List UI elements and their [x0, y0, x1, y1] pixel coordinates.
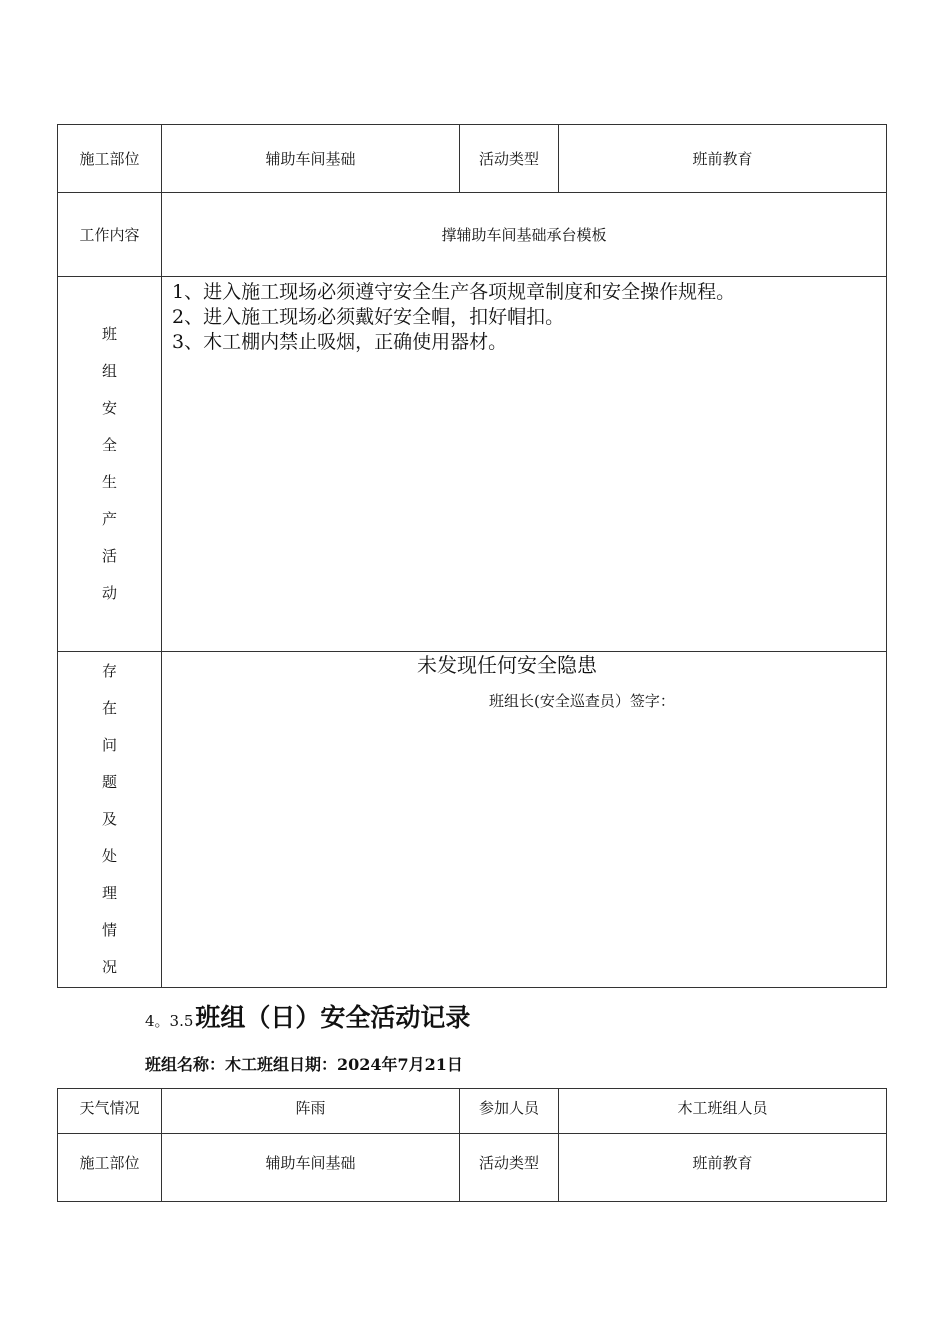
activity-item: 3、木工棚内禁止吸烟，正确使用器材。: [172, 331, 508, 353]
activity-type-label: 活动类型: [460, 1134, 559, 1202]
vertical-label-char: 在: [101, 699, 117, 717]
vertical-label-char: 题: [101, 773, 117, 791]
vertical-label-char: 活: [101, 547, 117, 565]
vertical-label-char: 安: [101, 399, 117, 417]
team-info-line: 班组名称：木工班组日期：2024年7月21日: [145, 1055, 463, 1074]
table-row: [58, 652, 887, 988]
team-safety-activity-content: [162, 277, 887, 652]
team-safety-activity-label: [58, 277, 162, 652]
participants-label: 参加人员: [460, 1089, 559, 1134]
table-row: [58, 1134, 887, 1202]
construction-location-value: 辅助车间基础: [162, 1134, 460, 1202]
vertical-label-char: 班: [101, 325, 117, 343]
table-row: [58, 1089, 887, 1134]
issues-handling-label: [58, 652, 162, 988]
vertical-label-char: 理: [101, 884, 117, 902]
weather-label: 天气情况: [58, 1089, 162, 1134]
vertical-label-char: 处: [101, 847, 117, 865]
construction-location-value: 辅助车间基础: [162, 125, 460, 193]
work-content-label: 工作内容: [58, 193, 162, 277]
activity-type-value: 班前教育: [559, 1134, 887, 1202]
issues-handling-content: [162, 652, 887, 988]
vertical-label-char: 全: [101, 436, 117, 454]
vertical-label-char: 组: [101, 362, 117, 380]
vertical-label-char: 况: [101, 958, 117, 976]
activity-item: 1、进入施工现场必须遵守安全生产各项规章制度和安全操作规程。: [172, 281, 736, 303]
vertical-label-char: 问: [101, 736, 117, 754]
team-leader-signature-label: 班组长(安全巡查员）签字：: [489, 692, 675, 710]
table-row: [58, 193, 887, 277]
vertical-label-char: 情: [101, 921, 117, 939]
table-row: [58, 125, 887, 193]
activity-type-label: 活动类型: [460, 125, 559, 193]
vertical-label-char: 存: [101, 662, 117, 680]
section-number: 4。3.5: [145, 1012, 194, 1030]
construction-location-label: 施工部位: [58, 125, 162, 193]
vertical-label-char: 产: [101, 510, 117, 528]
section-heading: [145, 998, 470, 1030]
activity-item: 2、进入施工现场必须戴好安全帽，扣好帽扣。: [172, 306, 565, 328]
safety-record-table-bottom: [57, 1088, 887, 1202]
work-content-value: 撑辅助车间基础承台模板: [162, 193, 887, 277]
issues-main-text: 未发现任何安全隐患: [417, 653, 597, 677]
vertical-label-char: 生: [101, 473, 117, 491]
vertical-label-char: 动: [101, 584, 117, 602]
vertical-label-char: 及: [101, 810, 117, 828]
activity-type-value: 班前教育: [559, 125, 887, 193]
table-row: [58, 277, 887, 652]
weather-value: 阵雨: [162, 1089, 460, 1134]
construction-location-label: 施工部位: [58, 1134, 162, 1202]
section-title: 班组（日）安全活动记录: [195, 1003, 471, 1032]
safety-record-table-top: [57, 124, 887, 988]
participants-value: 木工班组人员: [559, 1089, 887, 1134]
